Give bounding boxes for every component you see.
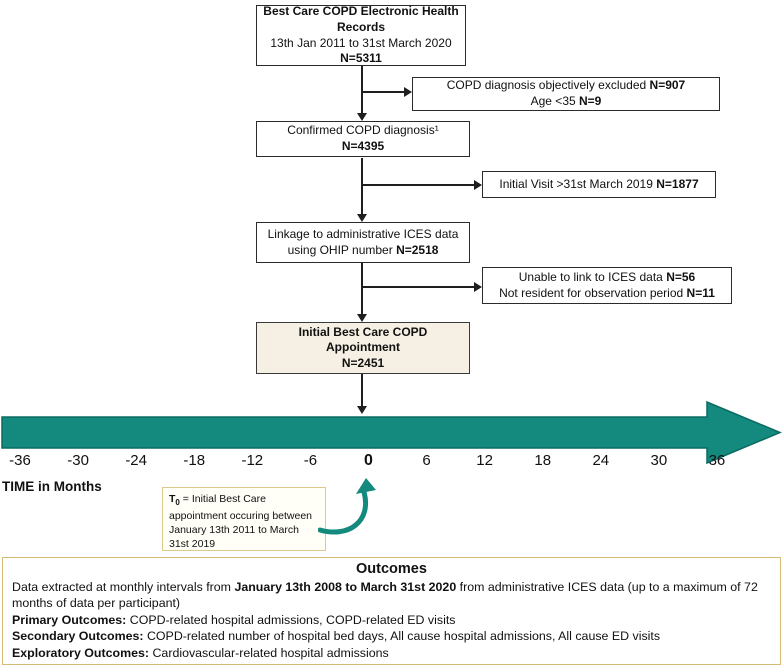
appointment-box [256,322,470,374]
excluded-box [412,77,720,111]
excluded-line1-text: COPD diagnosis objectively excluded [446,78,650,93]
timeline-tick: 24 [592,452,610,469]
timeline-tick: 12 [476,452,493,469]
flow-arrowhead-down [357,314,367,322]
outcomes-title: Outcomes [356,561,427,577]
branch-arrow-line [362,286,474,288]
outcomes-exploratory-text: Cardiovascular-related hospital admissions [149,645,389,660]
outcomes-line1-dates: January 13th 2008 to March 31st 2020 [234,580,457,594]
branch-arrowhead-right [404,87,412,97]
t0-pointer-arrow [318,478,380,540]
linkage-line2-text: using OHIP number [287,242,397,257]
flow-arrowhead-down [357,214,367,222]
linkage-line2 [288,243,439,259]
time-axis-label: TIME in Months [2,479,102,494]
outcomes-line-primary [12,612,771,628]
timeline-tick: -36 [9,452,31,469]
timeline-tick: -12 [241,452,264,469]
timeline-tick: 18 [534,452,552,469]
flow-arrowhead-down [357,113,367,121]
excluded-line1-n: N=907 [649,78,686,93]
appointment-line1: Initial Best Care COPD [298,324,428,339]
timeline-tick: -24 [125,452,147,469]
timeline-tick: 36 [708,452,726,469]
branch-arrowhead-right [474,282,482,292]
timeline-tick: -18 [183,452,206,469]
unable-line1-n: N=56 [666,269,696,284]
timeline-ticks [0,452,737,470]
excluded-line2 [531,94,602,110]
timeline-tick: -6 [303,452,318,469]
unable-line2-text: Not resident for observation period [499,285,687,300]
linkage-line2-n: N=2518 [396,242,439,257]
excluded-line1 [447,78,685,94]
unable-line1 [519,270,695,286]
outcomes-secondary-text: COPD-related number of hospital bed days, All cause hospital admissions, All cause ED visits [143,629,661,644]
excluded-line2-n: N=9 [579,94,602,108]
t0-note-sub: 0 [175,498,180,508]
appointment-line2: Appointment [326,340,400,355]
timeline-tick: 30 [650,452,668,469]
outcomes-primary-text: COPD-related hospital admissions, COPD-related ED visits [126,612,456,627]
unable-line1-text: Unable to link to ICES data [518,269,667,284]
unable-to-link-box [482,267,732,304]
flow-arrow-line [361,263,363,314]
outcomes-panel [2,557,781,665]
t0-note-text: = Initial Best Care appointment occuring between January 13th 2011 to March 31st 2019 [169,493,313,551]
initial-visit-line [499,177,698,193]
initial-visit-text: Initial Visit >31st March 2019 [499,176,657,191]
linkage-box [256,222,470,263]
ehr-box [256,5,466,66]
outcomes-line-extraction [12,579,771,612]
t0-note-t: T [169,493,176,505]
branch-arrowhead-right [474,180,482,190]
ehr-box-dates: 13th Jan 2011 to 31st March 2020 [270,35,452,50]
outcomes-line1-pre: Data extracted at monthly intervals from [12,580,235,594]
excluded-line2-text: Age <35 [530,94,579,108]
branch-arrow-line [362,184,474,186]
outcomes-line1-post: from administrative ICES data (up to a maximum of 72 months of data per participant) [12,580,758,611]
confirmed-n: N=4395 [341,139,385,153]
t0-pointer-curve [320,492,366,532]
timeline-tick: -30 [67,452,89,469]
t0-pointer-arrowhead [356,478,376,494]
t0-note [162,487,326,551]
ehr-box-title: Best Care COPD Electronic Health Records [263,4,459,34]
branch-arrow-line [362,91,404,93]
ehr-box-n: N=5311 [340,51,382,66]
outcomes-line-exploratory [12,645,771,661]
unable-line2 [499,286,715,302]
timeline-tick: 6 [422,452,431,469]
outcomes-secondary-label: Secondary Outcomes: [12,629,144,644]
outcomes-line-secondary [12,628,771,644]
initial-visit-box [482,171,716,198]
unable-line2-n: N=11 [686,285,715,300]
appointment-n: N=2451 [341,355,385,370]
flow-arrow-line [361,158,363,214]
initial-visit-n: N=1877 [656,176,699,191]
linkage-line1: Linkage to administrative ICES data [267,226,459,241]
timeline-tick-zero: 0 [364,452,373,469]
confirmed-title: Confirmed COPD diagnosis¹ [287,123,439,138]
confirmed-box [256,121,470,157]
outcomes-exploratory-label: Exploratory Outcomes: [12,645,150,660]
outcomes-primary-label: Primary Outcomes: [12,612,127,627]
